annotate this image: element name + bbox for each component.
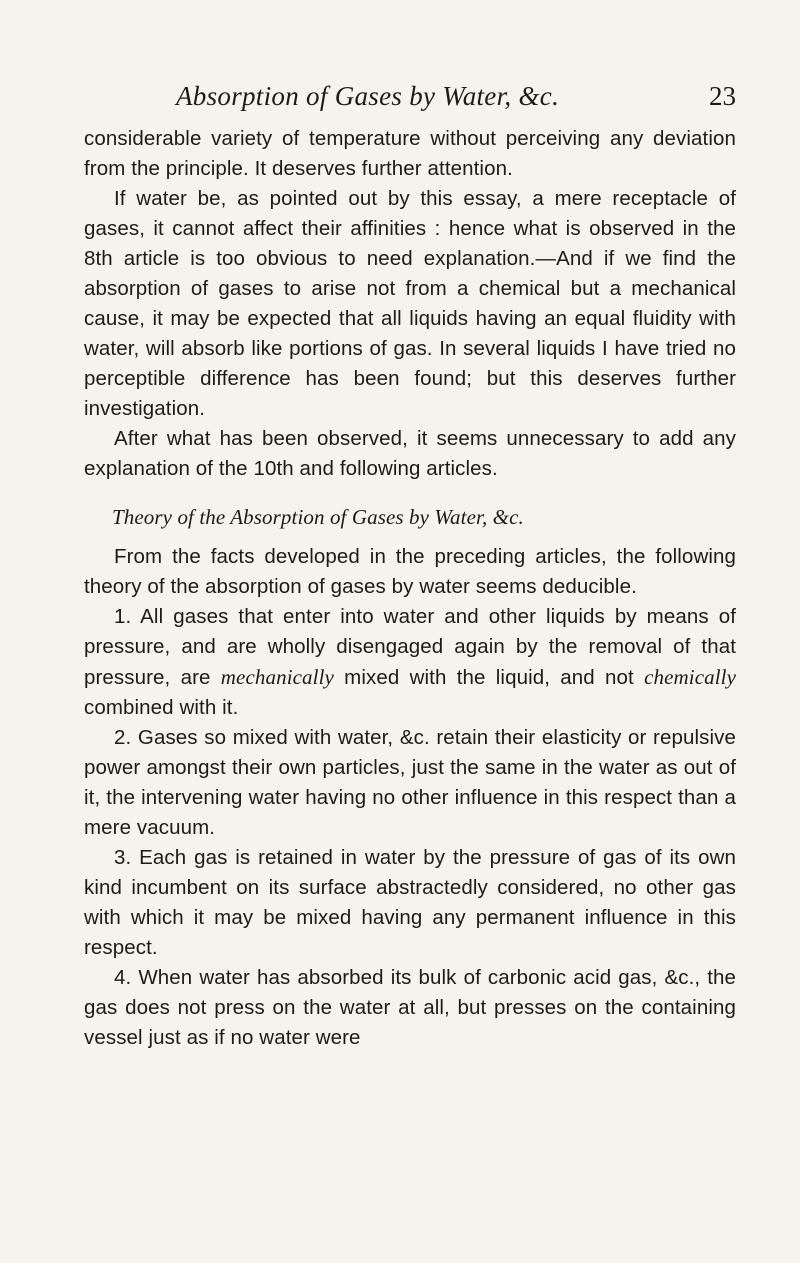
point-1-text-a: 1. All gases that enter into water and other liquids by means of pressure, and are wholly disengaged again by the removal of that pressure, are [84,605,736,689]
theory-point-3: 3. Each gas is retained in water by the pressure of gas of its own kind incumbent on its surface abstractedly considered, no other gas with which it may be mixed having any permanent influence in this respect. [84,846,736,959]
point-1-text-b: mixed with the liquid, and not [333,666,645,689]
running-head [84,78,736,114]
running-head-title: Absorption of Gases by Water, &c. [176,81,560,111]
point-1-emphasis-mechanically: mechanically [220,665,334,689]
page-number: 23 [709,81,736,111]
theory-point-2: 2. Gases so mixed with water, &c. retain their elasticity or repulsive power amongst their own particles, just the same in the water as out of it, the intervening water having no other influence in this respect than a mere vacuum. [84,726,736,839]
paragraph-continuation: considerable variety of temperature without perceiving any deviation from the principle. It deserves further attention. [84,127,736,180]
body-text [84,124,736,1053]
point-1-emphasis-chemically: chemically [644,665,737,689]
paragraph-intro: From the facts developed in the preceding articles, the following theory of the absorption of gases by water seems deducible. [84,545,736,598]
theory-point-4: 4. When water has absorbed its bulk of carbonic acid gas, &c., the gas does not press on the water at all, but presses on the containing vessel just as if no water were [84,966,736,1049]
paragraph-after-observed: After what has been observed, it seems unnecessary to add any explanation of the 10th and following articles. [84,427,736,480]
book-page [84,78,736,1053]
theory-point-1 [84,602,736,723]
point-1-text-c: combined with it. [84,696,239,719]
section-heading: Theory of the Absorption of Gases by Water, &c. [112,505,524,529]
paragraph-receptacle: If water be, as pointed out by this essay, a mere receptacle of gases, it cannot affect their affinities : hence what is observed in the 8th article is too obvious to need explanation.—And if we find the absorption of gases to arise not from a chemical but a mechanical cause, it may be expected that all liquids having an equal fluidity with water, will absorb like portions of gas. In several liquids I have tried no perceptible difference has been found; but this deserves further investigation. [84,187,736,420]
